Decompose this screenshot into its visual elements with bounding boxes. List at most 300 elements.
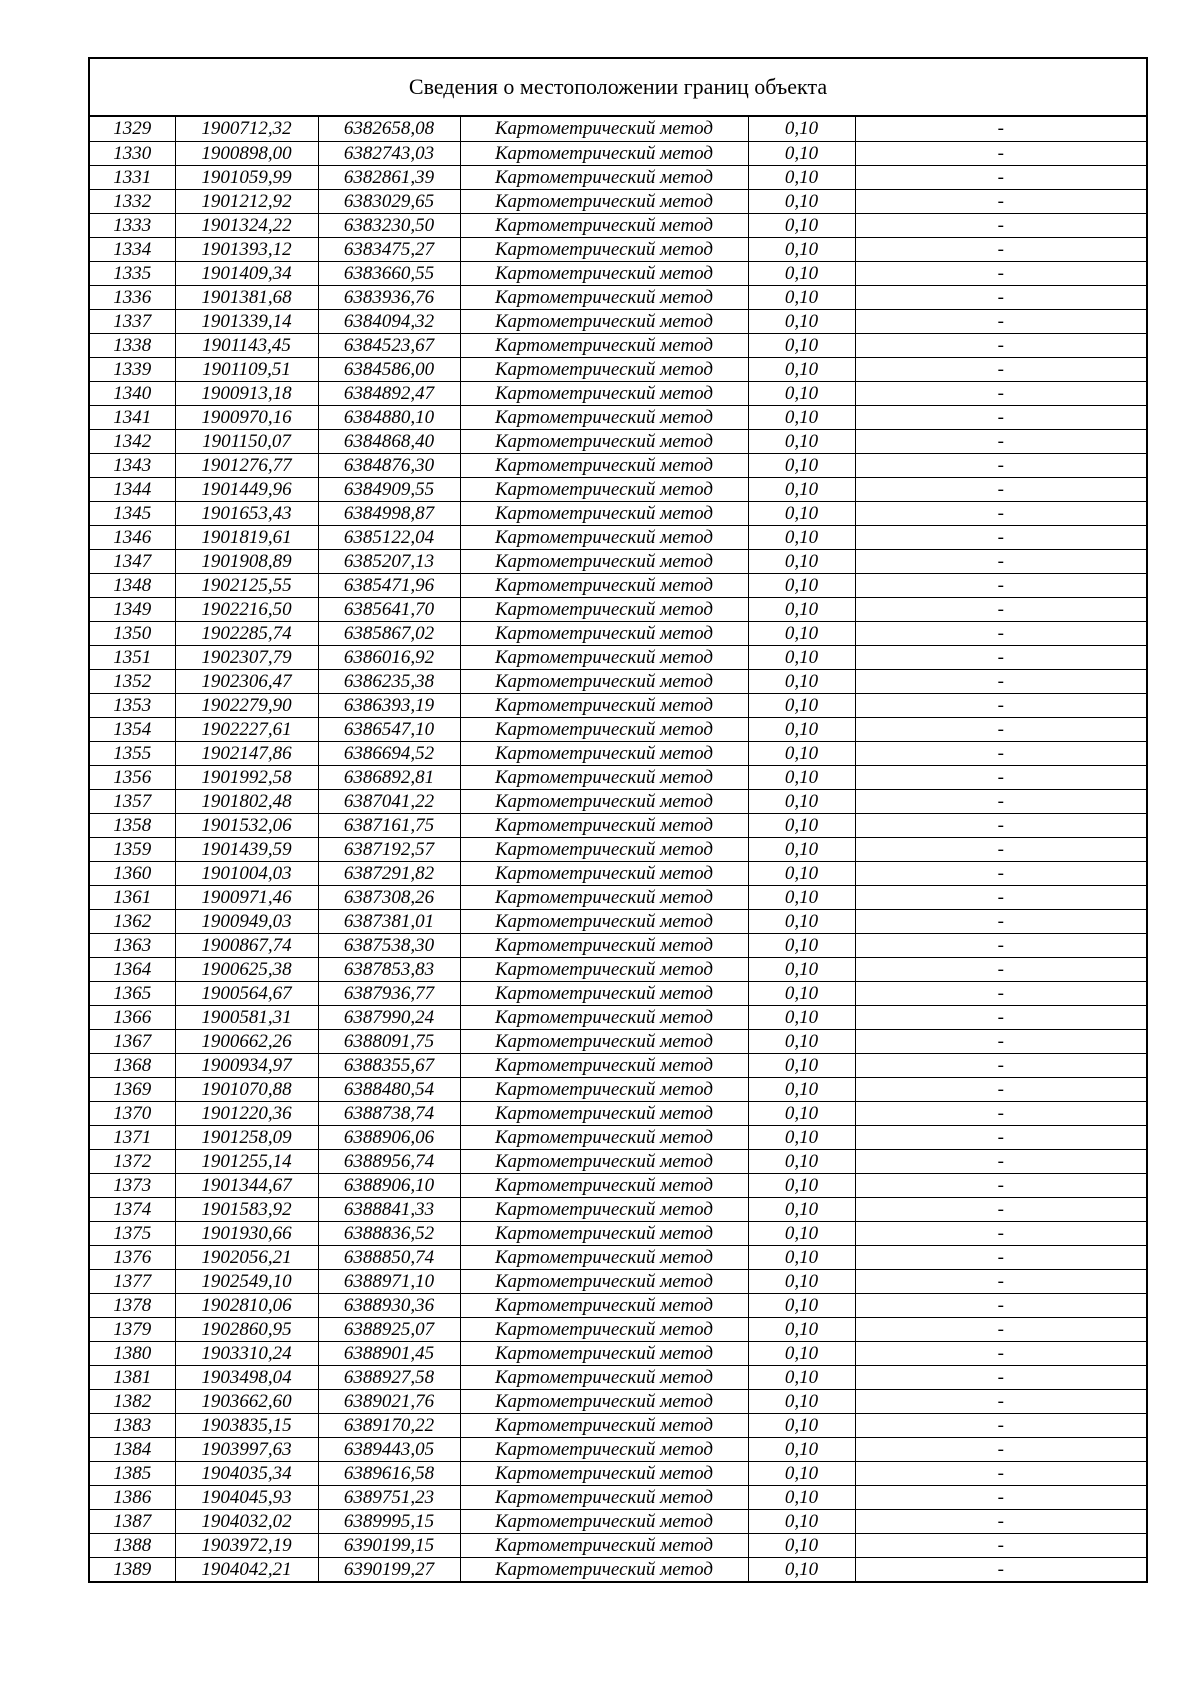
- coordinates-table: [90, 117, 1146, 1581]
- table-row: [90, 381, 1146, 405]
- accuracy-cell: 0,10: [748, 1197, 855, 1221]
- x-coordinate-cell: 1902860,95: [175, 1317, 318, 1341]
- x-coordinate-cell: 1903997,63: [175, 1437, 318, 1461]
- table-row: [90, 1149, 1146, 1173]
- description-cell: -: [855, 285, 1146, 309]
- table-row: [90, 1437, 1146, 1461]
- accuracy-cell: 0,10: [748, 597, 855, 621]
- accuracy-cell: 0,10: [748, 909, 855, 933]
- accuracy-cell: 0,10: [748, 765, 855, 789]
- x-coordinate-cell: 1902056,21: [175, 1245, 318, 1269]
- table-row: [90, 189, 1146, 213]
- method-cell: Картометрический метод: [460, 909, 748, 933]
- description-cell: -: [855, 165, 1146, 189]
- description-cell: -: [855, 525, 1146, 549]
- y-coordinate-cell: 6384586,00: [318, 357, 460, 381]
- y-coordinate-cell: 6385641,70: [318, 597, 460, 621]
- description-cell: -: [855, 381, 1146, 405]
- point-number-cell: 1340: [90, 381, 175, 405]
- description-cell: -: [855, 213, 1146, 237]
- accuracy-cell: 0,10: [748, 189, 855, 213]
- point-number-cell: 1342: [90, 429, 175, 453]
- y-coordinate-cell: 6383230,50: [318, 213, 460, 237]
- y-coordinate-cell: 6387936,77: [318, 981, 460, 1005]
- description-cell: -: [855, 405, 1146, 429]
- accuracy-cell: 0,10: [748, 1053, 855, 1077]
- method-cell: Картометрический метод: [460, 165, 748, 189]
- x-coordinate-cell: 1901393,12: [175, 237, 318, 261]
- point-number-cell: 1363: [90, 933, 175, 957]
- y-coordinate-cell: 6387853,83: [318, 957, 460, 981]
- description-cell: -: [855, 1125, 1146, 1149]
- x-coordinate-cell: 1900970,16: [175, 405, 318, 429]
- table-row: [90, 573, 1146, 597]
- accuracy-cell: 0,10: [748, 1437, 855, 1461]
- description-cell: -: [855, 189, 1146, 213]
- description-cell: -: [855, 429, 1146, 453]
- x-coordinate-cell: 1902285,74: [175, 621, 318, 645]
- table-row: [90, 933, 1146, 957]
- accuracy-cell: 0,10: [748, 933, 855, 957]
- point-number-cell: 1367: [90, 1029, 175, 1053]
- point-number-cell: 1368: [90, 1053, 175, 1077]
- point-number-cell: 1362: [90, 909, 175, 933]
- method-cell: Картометрический метод: [460, 1509, 748, 1533]
- x-coordinate-cell: 1901532,06: [175, 813, 318, 837]
- point-number-cell: 1378: [90, 1293, 175, 1317]
- y-coordinate-cell: 6388091,75: [318, 1029, 460, 1053]
- table-row: [90, 309, 1146, 333]
- point-number-cell: 1334: [90, 237, 175, 261]
- point-number-cell: 1387: [90, 1509, 175, 1533]
- accuracy-cell: 0,10: [748, 885, 855, 909]
- description-cell: -: [855, 1317, 1146, 1341]
- method-cell: Картометрический метод: [460, 981, 748, 1005]
- accuracy-cell: 0,10: [748, 477, 855, 501]
- description-cell: -: [855, 597, 1146, 621]
- point-number-cell: 1372: [90, 1149, 175, 1173]
- method-cell: Картометрический метод: [460, 1485, 748, 1509]
- x-coordinate-cell: 1900625,38: [175, 957, 318, 981]
- description-cell: -: [855, 717, 1146, 741]
- y-coordinate-cell: 6390199,15: [318, 1533, 460, 1557]
- table-row: [90, 1293, 1146, 1317]
- point-number-cell: 1347: [90, 549, 175, 573]
- point-number-cell: 1338: [90, 333, 175, 357]
- y-coordinate-cell: 6388901,45: [318, 1341, 460, 1365]
- method-cell: Картометрический метод: [460, 1437, 748, 1461]
- x-coordinate-cell: 1902549,10: [175, 1269, 318, 1293]
- accuracy-cell: 0,10: [748, 1029, 855, 1053]
- point-number-cell: 1377: [90, 1269, 175, 1293]
- y-coordinate-cell: 6387041,22: [318, 789, 460, 813]
- y-coordinate-cell: 6389751,23: [318, 1485, 460, 1509]
- method-cell: Картометрический метод: [460, 597, 748, 621]
- accuracy-cell: 0,10: [748, 1077, 855, 1101]
- description-cell: -: [855, 1149, 1146, 1173]
- y-coordinate-cell: 6389021,76: [318, 1389, 460, 1413]
- accuracy-cell: 0,10: [748, 333, 855, 357]
- y-coordinate-cell: 6387990,24: [318, 1005, 460, 1029]
- accuracy-cell: 0,10: [748, 1269, 855, 1293]
- table-row: [90, 789, 1146, 813]
- x-coordinate-cell: 1900898,00: [175, 141, 318, 165]
- table-row: [90, 1173, 1146, 1197]
- boundary-table-sheet: [88, 57, 1148, 1583]
- description-cell: -: [855, 885, 1146, 909]
- description-cell: -: [855, 117, 1146, 141]
- x-coordinate-cell: 1904045,93: [175, 1485, 318, 1509]
- x-coordinate-cell: 1901802,48: [175, 789, 318, 813]
- table-row: [90, 597, 1146, 621]
- y-coordinate-cell: 6387308,26: [318, 885, 460, 909]
- point-number-cell: 1389: [90, 1557, 175, 1581]
- x-coordinate-cell: 1904042,21: [175, 1557, 318, 1581]
- table-row: [90, 1413, 1146, 1437]
- point-number-cell: 1380: [90, 1341, 175, 1365]
- accuracy-cell: 0,10: [748, 1557, 855, 1581]
- accuracy-cell: 0,10: [748, 1101, 855, 1125]
- table-row: [90, 1197, 1146, 1221]
- table-row: [90, 1029, 1146, 1053]
- x-coordinate-cell: 1901059,99: [175, 165, 318, 189]
- x-coordinate-cell: 1901143,45: [175, 333, 318, 357]
- table-title: Сведения о местоположении границ объекта: [90, 59, 1146, 117]
- y-coordinate-cell: 6389443,05: [318, 1437, 460, 1461]
- method-cell: Картометрический метод: [460, 693, 748, 717]
- table-row: [90, 165, 1146, 189]
- y-coordinate-cell: 6389616,58: [318, 1461, 460, 1485]
- x-coordinate-cell: 1900971,46: [175, 885, 318, 909]
- accuracy-cell: 0,10: [748, 645, 855, 669]
- accuracy-cell: 0,10: [748, 1341, 855, 1365]
- method-cell: Картометрический метод: [460, 837, 748, 861]
- point-number-cell: 1345: [90, 501, 175, 525]
- table-row: [90, 261, 1146, 285]
- x-coordinate-cell: 1903662,60: [175, 1389, 318, 1413]
- description-cell: -: [855, 1485, 1146, 1509]
- point-number-cell: 1343: [90, 453, 175, 477]
- accuracy-cell: 0,10: [748, 429, 855, 453]
- description-cell: -: [855, 933, 1146, 957]
- accuracy-cell: 0,10: [748, 1533, 855, 1557]
- point-number-cell: 1341: [90, 405, 175, 429]
- table-row: [90, 861, 1146, 885]
- description-cell: -: [855, 669, 1146, 693]
- y-coordinate-cell: 6384094,32: [318, 309, 460, 333]
- y-coordinate-cell: 6387381,01: [318, 909, 460, 933]
- table-row: [90, 213, 1146, 237]
- description-cell: -: [855, 357, 1146, 381]
- x-coordinate-cell: 1901930,66: [175, 1221, 318, 1245]
- table-row: [90, 765, 1146, 789]
- method-cell: Картометрический метод: [460, 549, 748, 573]
- point-number-cell: 1381: [90, 1365, 175, 1389]
- point-number-cell: 1369: [90, 1077, 175, 1101]
- method-cell: Картометрический метод: [460, 1029, 748, 1053]
- description-cell: -: [855, 645, 1146, 669]
- description-cell: -: [855, 837, 1146, 861]
- point-number-cell: 1332: [90, 189, 175, 213]
- point-number-cell: 1373: [90, 1173, 175, 1197]
- accuracy-cell: 0,10: [748, 165, 855, 189]
- table-row: [90, 525, 1146, 549]
- method-cell: Картометрический метод: [460, 765, 748, 789]
- y-coordinate-cell: 6382743,03: [318, 141, 460, 165]
- table-row: [90, 285, 1146, 309]
- table-row: [90, 237, 1146, 261]
- method-cell: Картометрический метод: [460, 885, 748, 909]
- accuracy-cell: 0,10: [748, 789, 855, 813]
- method-cell: Картометрический метод: [460, 261, 748, 285]
- accuracy-cell: 0,10: [748, 981, 855, 1005]
- method-cell: Картометрический метод: [460, 141, 748, 165]
- y-coordinate-cell: 6386393,19: [318, 693, 460, 717]
- y-coordinate-cell: 6388930,36: [318, 1293, 460, 1317]
- accuracy-cell: 0,10: [748, 405, 855, 429]
- point-number-cell: 1349: [90, 597, 175, 621]
- y-coordinate-cell: 6387538,30: [318, 933, 460, 957]
- table-row: [90, 717, 1146, 741]
- x-coordinate-cell: 1901212,92: [175, 189, 318, 213]
- point-number-cell: 1366: [90, 1005, 175, 1029]
- x-coordinate-cell: 1902125,55: [175, 573, 318, 597]
- description-cell: -: [855, 1509, 1146, 1533]
- method-cell: Картометрический метод: [460, 1389, 748, 1413]
- table-row: [90, 1533, 1146, 1557]
- accuracy-cell: 0,10: [748, 453, 855, 477]
- description-cell: -: [855, 1293, 1146, 1317]
- description-cell: -: [855, 1533, 1146, 1557]
- table-row: [90, 957, 1146, 981]
- x-coordinate-cell: 1900564,67: [175, 981, 318, 1005]
- y-coordinate-cell: 6386016,92: [318, 645, 460, 669]
- y-coordinate-cell: 6385867,02: [318, 621, 460, 645]
- accuracy-cell: 0,10: [748, 1125, 855, 1149]
- y-coordinate-cell: 6384523,67: [318, 333, 460, 357]
- method-cell: Картометрический метод: [460, 525, 748, 549]
- description-cell: -: [855, 453, 1146, 477]
- y-coordinate-cell: 6382861,39: [318, 165, 460, 189]
- accuracy-cell: 0,10: [748, 285, 855, 309]
- point-number-cell: 1336: [90, 285, 175, 309]
- point-number-cell: 1376: [90, 1245, 175, 1269]
- y-coordinate-cell: 6383475,27: [318, 237, 460, 261]
- y-coordinate-cell: 6388355,67: [318, 1053, 460, 1077]
- method-cell: Картометрический метод: [460, 213, 748, 237]
- table-row: [90, 141, 1146, 165]
- method-cell: Картометрический метод: [460, 405, 748, 429]
- x-coordinate-cell: 1901908,89: [175, 549, 318, 573]
- description-cell: -: [855, 333, 1146, 357]
- method-cell: Картометрический метод: [460, 957, 748, 981]
- point-number-cell: 1361: [90, 885, 175, 909]
- description-cell: -: [855, 909, 1146, 933]
- accuracy-cell: 0,10: [748, 1005, 855, 1029]
- x-coordinate-cell: 1901583,92: [175, 1197, 318, 1221]
- table-row: [90, 669, 1146, 693]
- table-row: [90, 981, 1146, 1005]
- description-cell: -: [855, 1245, 1146, 1269]
- x-coordinate-cell: 1901449,96: [175, 477, 318, 501]
- description-cell: -: [855, 501, 1146, 525]
- x-coordinate-cell: 1903972,19: [175, 1533, 318, 1557]
- method-cell: Картометрический метод: [460, 1557, 748, 1581]
- table-row: [90, 1557, 1146, 1581]
- x-coordinate-cell: 1900949,03: [175, 909, 318, 933]
- y-coordinate-cell: 6384880,10: [318, 405, 460, 429]
- y-coordinate-cell: 6387291,82: [318, 861, 460, 885]
- description-cell: -: [855, 1461, 1146, 1485]
- method-cell: Картометрический метод: [460, 117, 748, 141]
- description-cell: -: [855, 1053, 1146, 1077]
- point-number-cell: 1337: [90, 309, 175, 333]
- table-row: [90, 1101, 1146, 1125]
- description-cell: -: [855, 237, 1146, 261]
- table-row: [90, 837, 1146, 861]
- method-cell: Картометрический метод: [460, 933, 748, 957]
- x-coordinate-cell: 1902279,90: [175, 693, 318, 717]
- description-cell: -: [855, 1005, 1146, 1029]
- x-coordinate-cell: 1901992,58: [175, 765, 318, 789]
- accuracy-cell: 0,10: [748, 357, 855, 381]
- point-number-cell: 1385: [90, 1461, 175, 1485]
- method-cell: Картометрический метод: [460, 1461, 748, 1485]
- x-coordinate-cell: 1901409,34: [175, 261, 318, 285]
- table-row: [90, 1077, 1146, 1101]
- x-coordinate-cell: 1902307,79: [175, 645, 318, 669]
- method-cell: Картометрический метод: [460, 309, 748, 333]
- point-number-cell: 1339: [90, 357, 175, 381]
- point-number-cell: 1371: [90, 1125, 175, 1149]
- description-cell: -: [855, 477, 1146, 501]
- point-number-cell: 1383: [90, 1413, 175, 1437]
- x-coordinate-cell: 1902810,06: [175, 1293, 318, 1317]
- method-cell: Картометрический метод: [460, 1413, 748, 1437]
- table-row: [90, 453, 1146, 477]
- point-number-cell: 1331: [90, 165, 175, 189]
- y-coordinate-cell: 6384909,55: [318, 477, 460, 501]
- method-cell: Картометрический метод: [460, 1293, 748, 1317]
- method-cell: Картометрический метод: [460, 1053, 748, 1077]
- table-row: [90, 549, 1146, 573]
- y-coordinate-cell: 6389170,22: [318, 1413, 460, 1437]
- method-cell: Картометрический метод: [460, 477, 748, 501]
- method-cell: Картометрический метод: [460, 1533, 748, 1557]
- accuracy-cell: 0,10: [748, 1365, 855, 1389]
- x-coordinate-cell: 1902216,50: [175, 597, 318, 621]
- point-number-cell: 1360: [90, 861, 175, 885]
- y-coordinate-cell: 6388738,74: [318, 1101, 460, 1125]
- point-number-cell: 1364: [90, 957, 175, 981]
- table-row: [90, 1053, 1146, 1077]
- description-cell: -: [855, 693, 1146, 717]
- y-coordinate-cell: 6386694,52: [318, 741, 460, 765]
- x-coordinate-cell: 1904035,34: [175, 1461, 318, 1485]
- x-coordinate-cell: 1901220,36: [175, 1101, 318, 1125]
- y-coordinate-cell: 6385471,96: [318, 573, 460, 597]
- x-coordinate-cell: 1900712,32: [175, 117, 318, 141]
- y-coordinate-cell: 6384998,87: [318, 501, 460, 525]
- x-coordinate-cell: 1901070,88: [175, 1077, 318, 1101]
- x-coordinate-cell: 1902227,61: [175, 717, 318, 741]
- description-cell: -: [855, 141, 1146, 165]
- method-cell: Картометрический метод: [460, 1245, 748, 1269]
- table-row: [90, 429, 1146, 453]
- point-number-cell: 1354: [90, 717, 175, 741]
- method-cell: Картометрический метод: [460, 381, 748, 405]
- x-coordinate-cell: 1901381,68: [175, 285, 318, 309]
- x-coordinate-cell: 1901324,22: [175, 213, 318, 237]
- method-cell: Картометрический метод: [460, 573, 748, 597]
- method-cell: Картометрический метод: [460, 1365, 748, 1389]
- y-coordinate-cell: 6382658,08: [318, 117, 460, 141]
- method-cell: Картометрический метод: [460, 621, 748, 645]
- table-row: [90, 1245, 1146, 1269]
- point-number-cell: 1356: [90, 765, 175, 789]
- accuracy-cell: 0,10: [748, 1389, 855, 1413]
- y-coordinate-cell: 6388927,58: [318, 1365, 460, 1389]
- x-coordinate-cell: 1900934,97: [175, 1053, 318, 1077]
- y-coordinate-cell: 6387192,57: [318, 837, 460, 861]
- description-cell: -: [855, 741, 1146, 765]
- table-row: [90, 333, 1146, 357]
- description-cell: -: [855, 573, 1146, 597]
- description-cell: -: [855, 621, 1146, 645]
- table-row: [90, 813, 1146, 837]
- y-coordinate-cell: 6388906,10: [318, 1173, 460, 1197]
- description-cell: -: [855, 1197, 1146, 1221]
- description-cell: -: [855, 789, 1146, 813]
- description-cell: -: [855, 1029, 1146, 1053]
- method-cell: Картометрический метод: [460, 1341, 748, 1365]
- point-number-cell: 1335: [90, 261, 175, 285]
- y-coordinate-cell: 6386235,38: [318, 669, 460, 693]
- description-cell: -: [855, 1557, 1146, 1581]
- method-cell: Картометрический метод: [460, 813, 748, 837]
- description-cell: -: [855, 309, 1146, 333]
- accuracy-cell: 0,10: [748, 1221, 855, 1245]
- description-cell: -: [855, 957, 1146, 981]
- y-coordinate-cell: 6386547,10: [318, 717, 460, 741]
- method-cell: Картометрический метод: [460, 1005, 748, 1029]
- point-number-cell: 1357: [90, 789, 175, 813]
- x-coordinate-cell: 1901653,43: [175, 501, 318, 525]
- method-cell: Картометрический метод: [460, 1173, 748, 1197]
- y-coordinate-cell: 6384868,40: [318, 429, 460, 453]
- description-cell: -: [855, 1101, 1146, 1125]
- point-number-cell: 1353: [90, 693, 175, 717]
- table-row: [90, 1461, 1146, 1485]
- accuracy-cell: 0,10: [748, 1413, 855, 1437]
- table-row: [90, 477, 1146, 501]
- point-number-cell: 1382: [90, 1389, 175, 1413]
- y-coordinate-cell: 6384876,30: [318, 453, 460, 477]
- method-cell: Картометрический метод: [460, 429, 748, 453]
- description-cell: -: [855, 1221, 1146, 1245]
- x-coordinate-cell: 1901339,14: [175, 309, 318, 333]
- method-cell: Картометрический метод: [460, 645, 748, 669]
- description-cell: -: [855, 1413, 1146, 1437]
- point-number-cell: 1359: [90, 837, 175, 861]
- description-cell: -: [855, 861, 1146, 885]
- y-coordinate-cell: 6388836,52: [318, 1221, 460, 1245]
- accuracy-cell: 0,10: [748, 861, 855, 885]
- method-cell: Картометрический метод: [460, 237, 748, 261]
- point-number-cell: 1375: [90, 1221, 175, 1245]
- method-cell: Картометрический метод: [460, 501, 748, 525]
- accuracy-cell: 0,10: [748, 501, 855, 525]
